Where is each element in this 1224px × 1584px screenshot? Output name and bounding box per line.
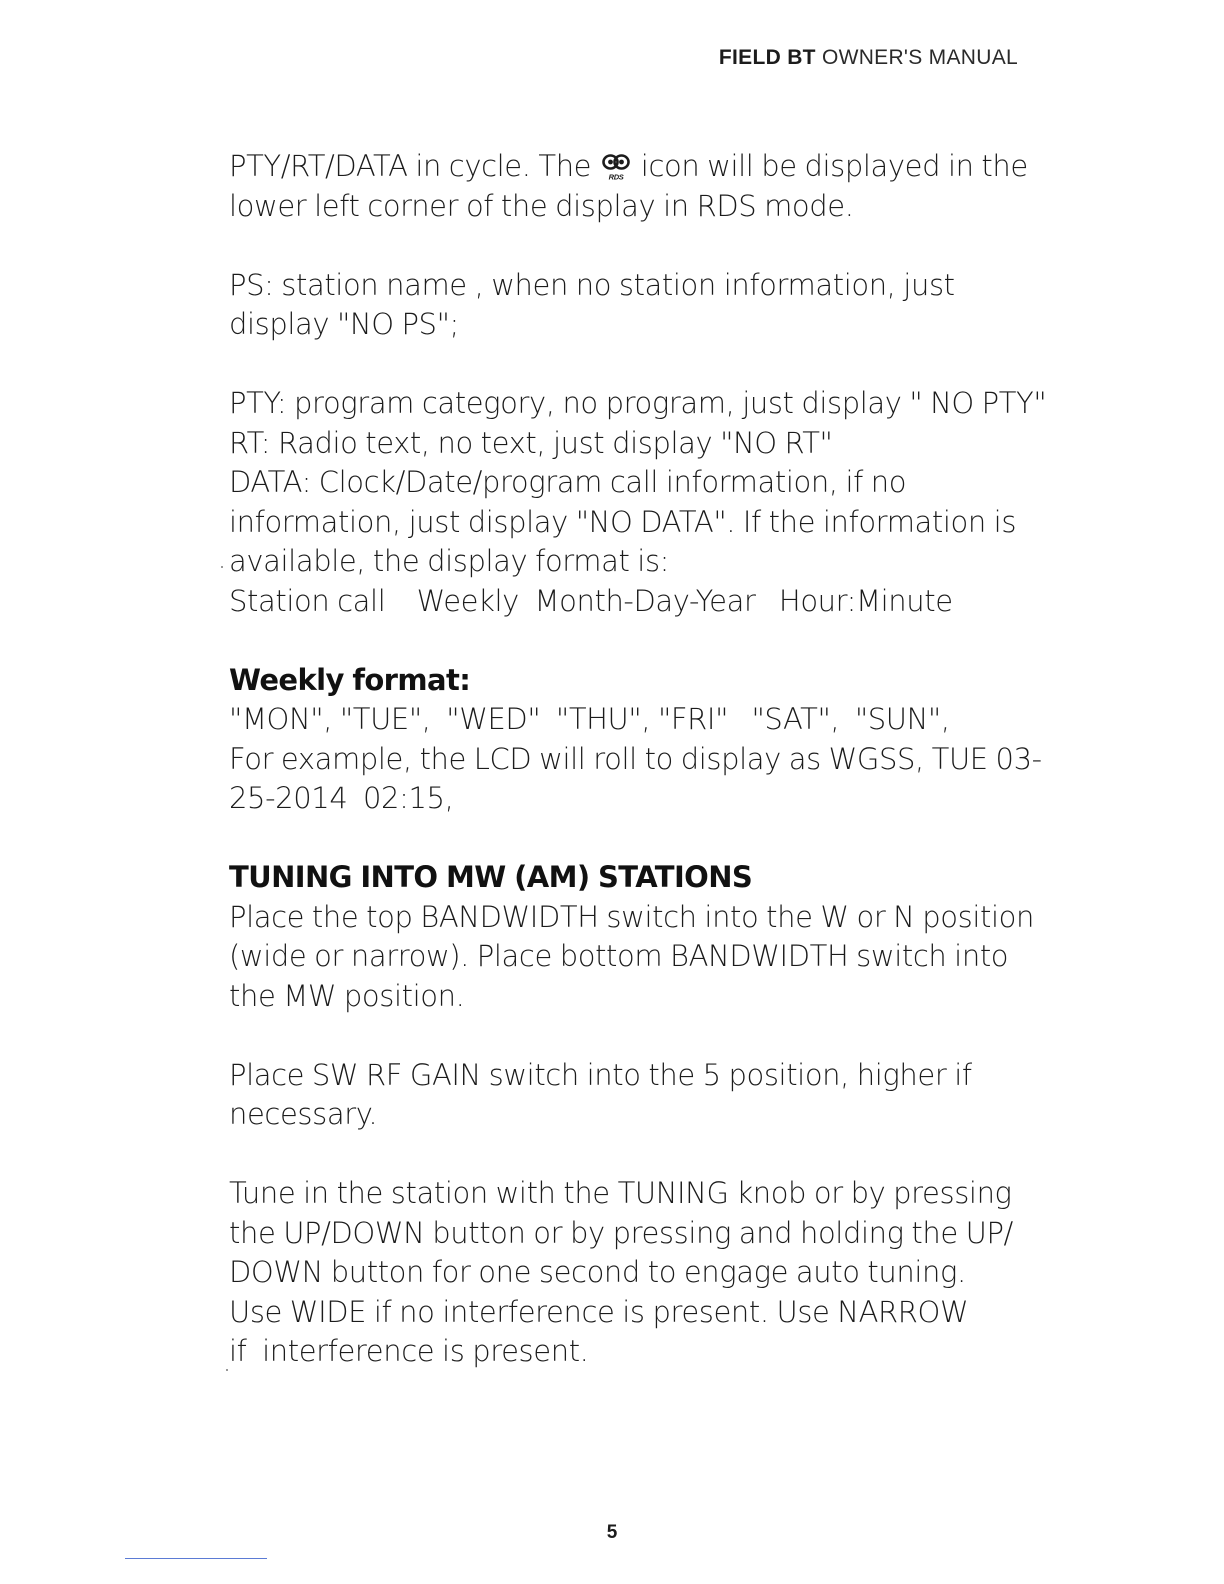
body-line: DATA: Clock/Date/program call information, if no [229,465,907,499]
section-heading-tuning-mw: TUNING INTO MW (AM) STATIONS [229,860,753,894]
page-body [229,147,1047,1372]
scan-speck [226,1369,228,1371]
body-line: Station call Weekly Month-Day-Year Hour:Minute [229,583,953,618]
body-line: RT: Radio text, no text, just display "NO RT" [229,425,833,460]
footer-rule [125,1558,267,1559]
body-line: For example, the LCD will roll to display as WGSS, TUE 03- [229,741,1042,776]
body-text: PTY/RT/DATA in cycle. The [229,149,592,183]
body-line: if interference is present. [229,1334,589,1368]
body-text: icon will be displayed in the [640,149,1028,183]
body-line: PTY: program category, no program, just display " NO PTY" [229,386,1047,420]
page-number: 5 [606,1522,618,1543]
body-line: available, the display format is: [229,544,670,578]
scan-speck [221,566,223,568]
body-line: display "NO PS"; [229,307,459,341]
body-line: information, just display "NO DATA". If the information is [229,504,1017,539]
rds-icon [601,151,631,181]
body-line: (wide or narrow). Place bottom BANDWIDTH switch into [229,939,1009,973]
body-line: the UP/DOWN button or by pressing and holding the UP/ [229,1215,1013,1250]
body-line: 25-2014 02:15, [229,781,454,815]
body-line: "MON", "TUE", "WED" "THU", "FRI" "SAT", "SUN", [229,702,950,736]
section-heading-weekly-format: Weekly format: [229,662,471,697]
body-line: PS: station name , when no station information, just [229,267,955,302]
body-line [229,147,1029,187]
header-title: OWNER'S MANUAL [821,46,1018,69]
body-line: lower left corner of the display in RDS mode. [229,188,854,223]
rds-icon-label: RDS [608,172,624,181]
body-line: the MW position. [229,978,465,1013]
body-line: necessary. [229,1097,378,1131]
body-line: Place the top BANDWIDTH switch into the W or N position [229,899,1034,934]
running-header [719,46,1018,70]
body-line: DOWN button for one second to engage auto tuning. [229,1255,966,1289]
header-brand: FIELD BT [718,46,816,69]
body-line: Use WIDE if no interference is present. Use NARROW [229,1294,969,1329]
body-line: Place SW RF GAIN switch into the 5 position, higher if [229,1057,972,1092]
body-line: Tune in the station with the TUNING knob or by pressing [229,1176,1012,1210]
